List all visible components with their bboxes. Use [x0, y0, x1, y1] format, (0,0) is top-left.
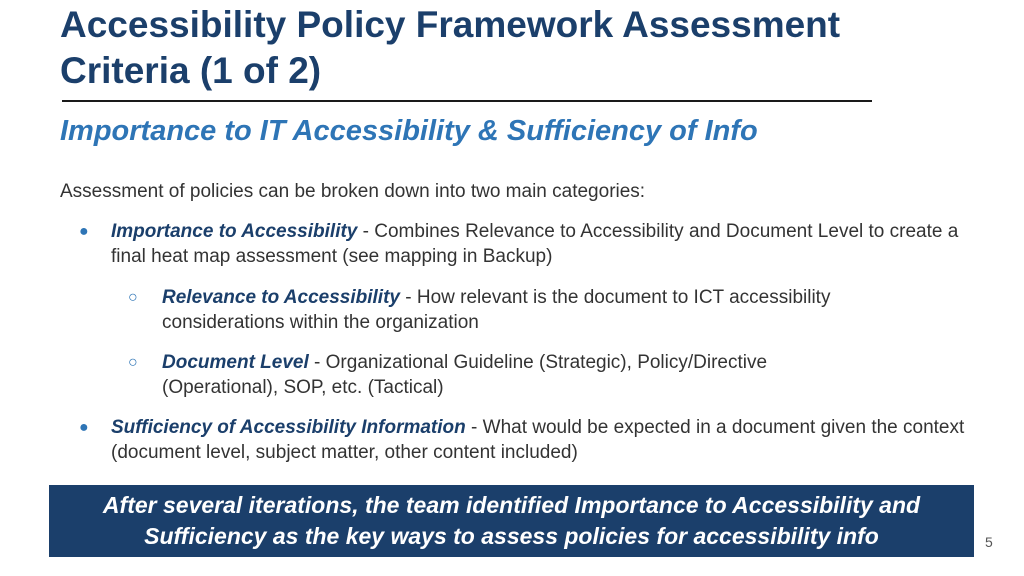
- bullet-text: - Combines Relevance to Accessibility and Document Level to create a final heat map assessment (see mapping in Backup): [111, 221, 959, 267]
- bullet-term: Importance to Accessibility: [111, 221, 358, 242]
- bullet-marker: ●: [79, 223, 89, 240]
- subbullet-text: - Organizational Guideline (Strategic), Policy/Directive (Operational), SOP, etc. (Tactical): [162, 352, 768, 398]
- subbullet-marker: ○: [128, 354, 138, 371]
- bullet-importance: [79, 219, 971, 269]
- subbullet-document-level: [128, 350, 882, 400]
- title-divider: [62, 100, 872, 102]
- page-number: 5: [985, 534, 993, 550]
- subbullet-relevance: [128, 285, 952, 335]
- subbullet-term: Document Level: [162, 352, 309, 373]
- callout-text: After several iterations, the team identified Importance to Accessibility and Sufficiency as the key ways to assess policies for accessibility info: [102, 492, 921, 549]
- bullet-sufficiency: [79, 415, 981, 465]
- subbullet-text: - How relevant is the document to ICT accessibility considerations within the organization: [162, 287, 831, 333]
- callout-box: [49, 485, 974, 557]
- bullet-marker: ●: [79, 419, 89, 436]
- bullet-text: - What would be expected in a document given the context (document level, subject matter, other content included): [111, 417, 965, 463]
- intro-text: Assessment of policies can be broken down into two main categories:: [60, 181, 646, 202]
- subbullet-marker: ○: [128, 289, 138, 306]
- slide-subtitle: Importance to IT Accessibility & Sufficiency of Info: [60, 115, 758, 147]
- subbullet-term: Relevance to Accessibility: [162, 287, 400, 308]
- bullet-term: Sufficiency of Accessibility Information: [111, 417, 466, 438]
- slide-title: Accessibility Policy Framework Assessment Criteria (1 of 2): [60, 4, 841, 91]
